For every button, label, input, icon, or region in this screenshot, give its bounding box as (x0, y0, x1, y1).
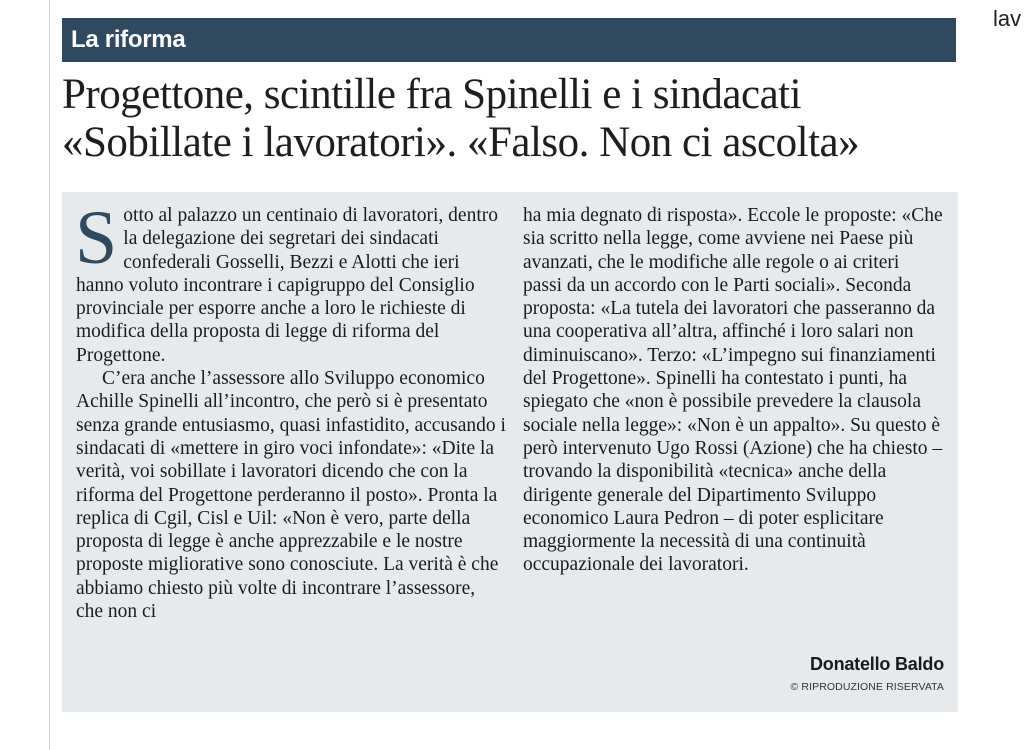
article-body (62, 192, 958, 712)
paragraph-3: ha mia degnato di risposta». Eccole le proposte: «Che sia scritto nella legge, come avviene nei Paese più avanzati, che le modifiche alle regole o ai criteri passi da un accordo con le Parti sociali». Seconda proposta: «La tutela dei lavoratori che passeranno da una cooperativa all’altra, affinché i loro salari non diminuiscano». Terzo: «L’impegno sui finanziamenti del Progettone». Spinelli ha contestato i punti, ha spiegato che «non è possibile prevedere la clausola sociale nella legge»: «Non è un appalto». Su questo è però intervenuto Ugo Rossi (Azione) che ha chiesto – trovando la disponibilità «tecnica» anche della dirigente generale del Dipartimento Sviluppo economico Laura Pedron – di poter esplicitare maggiormente la necessità di una continuità occupazionale dei lavoratori. (523, 205, 943, 576)
author-byline: Donatello Baldo (809, 654, 944, 674)
headline-line-2: «Sobillate i lavoratori». «Falso. Non ci ascolta» (62, 119, 860, 166)
headline-line-1: Progettone, scintille fra Spinelli e i sindacati (62, 71, 802, 118)
drop-cap: S (75, 196, 118, 280)
paragraph-2: C’era anche l’assessore allo Sviluppo economico Achille Spinelli all’incontro, che però si è presentato senza grande entusiasmo, quasi infastidito, accusando i sindacati di «mettere in giro voci infondate»: «Dite la verità, voi sobillate i lavoratori dicendo che con la riforma del Progettone perderanno il posto». Pronta la replica di Cgil, Cisl e Uil: «Non è vero, parte della proposta di legge è anche apprezzabile e le nostre proposte migliorative sono conosciute. La verità è che abbiamo chiesto più volte di incontrare l’assessore, che non ci (76, 368, 506, 623)
section-kicker: La riforma (62, 18, 956, 62)
article-column-2 (523, 204, 943, 577)
side-snippet-text: lav (993, 6, 1022, 31)
copyright-notice: © RIPRODUZIONE RISERVATA (790, 681, 944, 693)
article-column-1 (75, 196, 506, 623)
page-left-rule (49, 0, 50, 750)
headline (62, 71, 962, 167)
paragraph-1 (75, 196, 506, 367)
paragraph-1-text: otto al palazzo un centinaio di lavoratori, dentro la delegazione dei segretari dei sindacati confederali Gosselli, Bezzi e Alotti che ieri hanno voluto incontrare i capigruppo del Consiglio provinciale per esporre anche a loro le richieste di modifica della proposta di legge di riforma del Progettone. (76, 205, 498, 366)
